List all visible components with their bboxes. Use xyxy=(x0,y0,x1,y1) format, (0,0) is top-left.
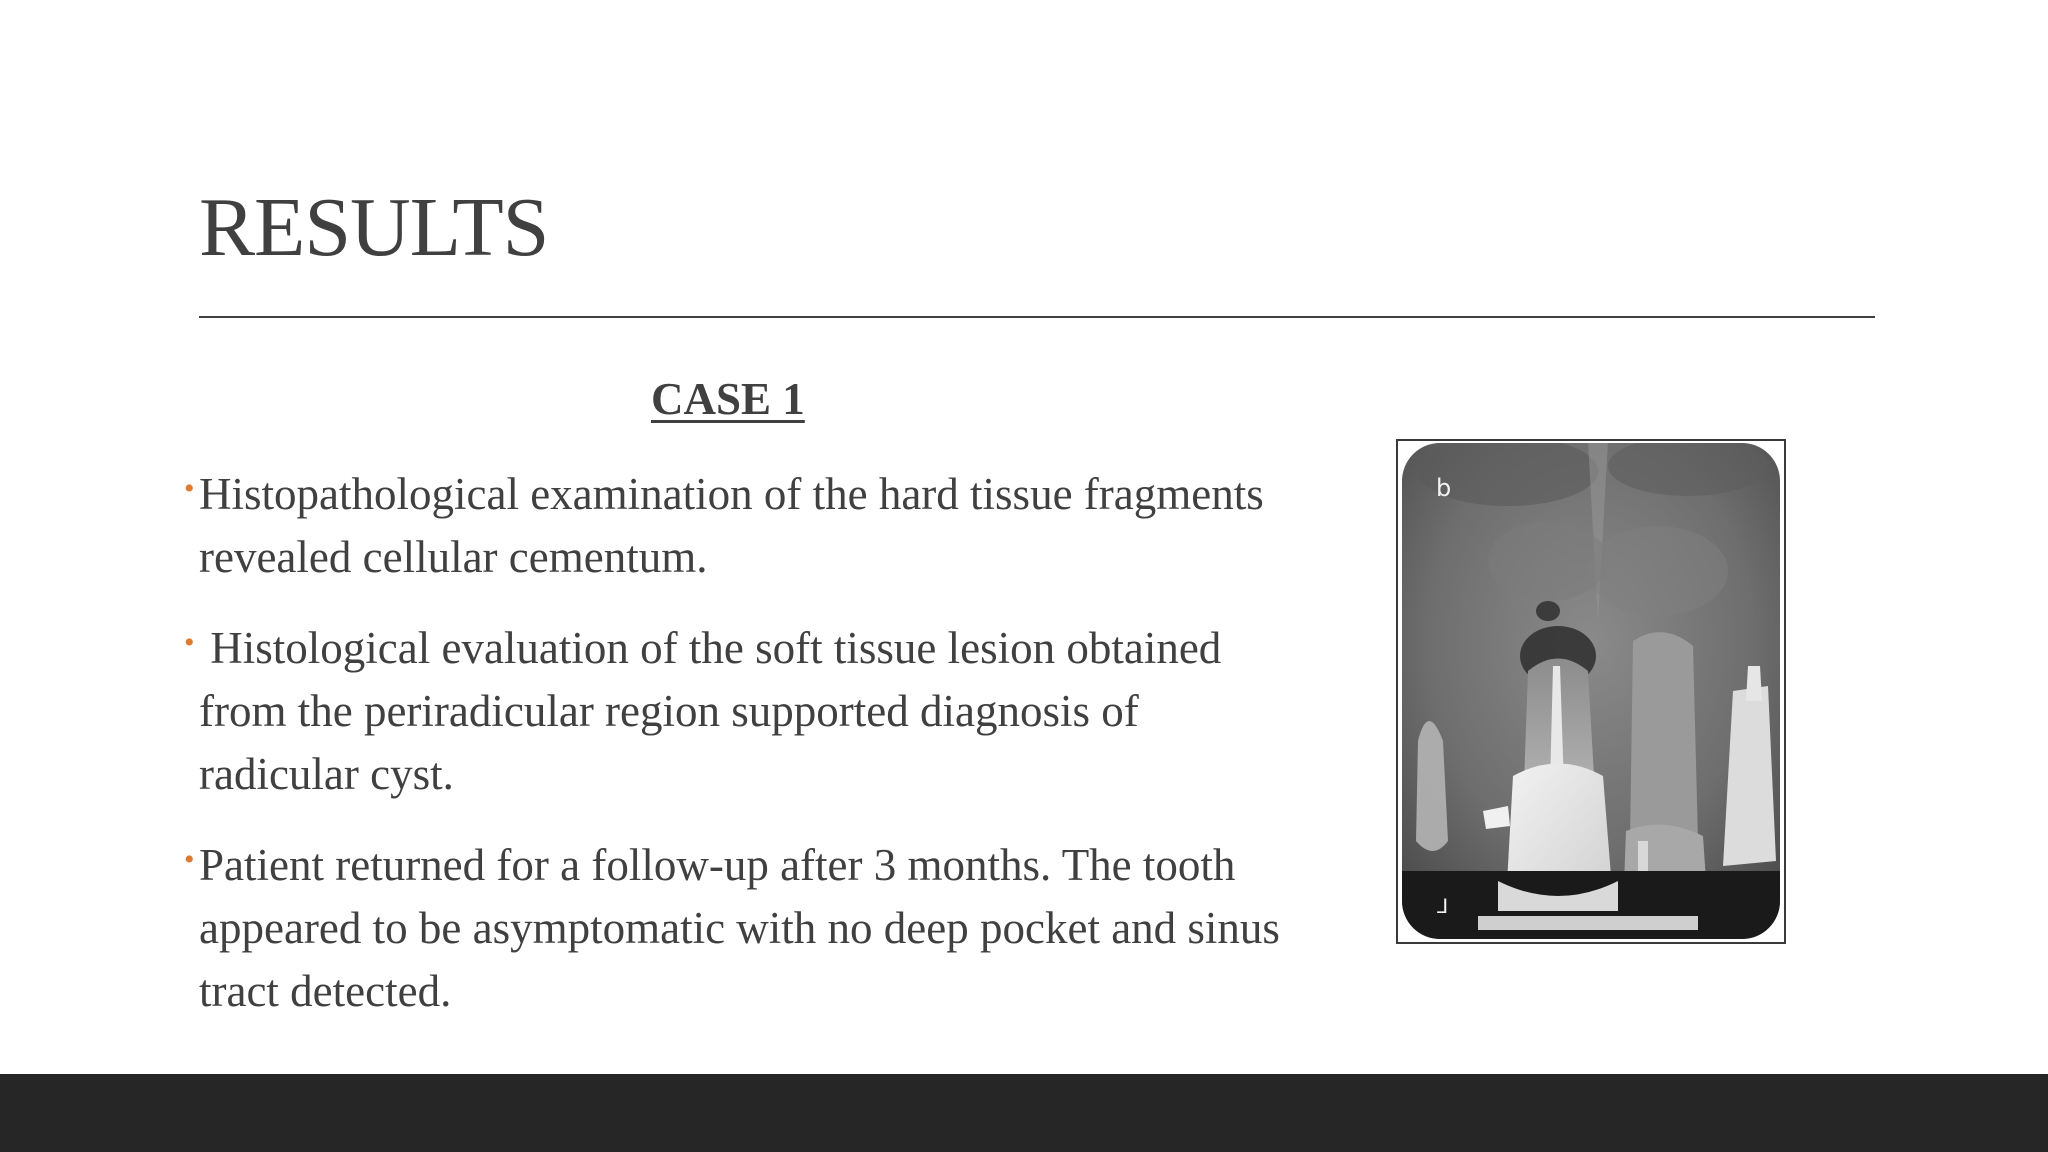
bullet-text: Histological evaluation of the soft tissue lesion obtained from the periradicular region supported diagnosis of radicular cyst. xyxy=(199,623,1233,799)
bullet-text: Histopathological examination of the hard tissue fragments revealed cellular cementum. xyxy=(199,469,1264,582)
xray-illustration xyxy=(1398,441,1784,942)
xray-corner-label-top: b xyxy=(1436,474,1452,502)
xray-corner-label-bottom: ᒧ xyxy=(1436,894,1449,918)
bullet-item xyxy=(184,834,1304,1023)
bullet-item xyxy=(184,617,1304,806)
title-divider xyxy=(199,316,1875,318)
bullet-item xyxy=(184,463,1304,589)
slide-title: RESULTS xyxy=(199,181,549,274)
bullet-dot-icon: • xyxy=(184,626,195,659)
bullet-list xyxy=(184,463,1304,1051)
footer-bar xyxy=(0,1074,2048,1152)
bullet-text: Patient returned for a follow-up after 3 months. The tooth appeared to be asymptomatic with no deep pocket and sinus tract detected. xyxy=(199,840,1280,1016)
dental-xray-image xyxy=(1396,439,1786,944)
case-heading: CASE 1 xyxy=(651,374,805,424)
bullet-dot-icon: • xyxy=(184,843,195,876)
bullet-dot-icon: • xyxy=(184,472,195,505)
